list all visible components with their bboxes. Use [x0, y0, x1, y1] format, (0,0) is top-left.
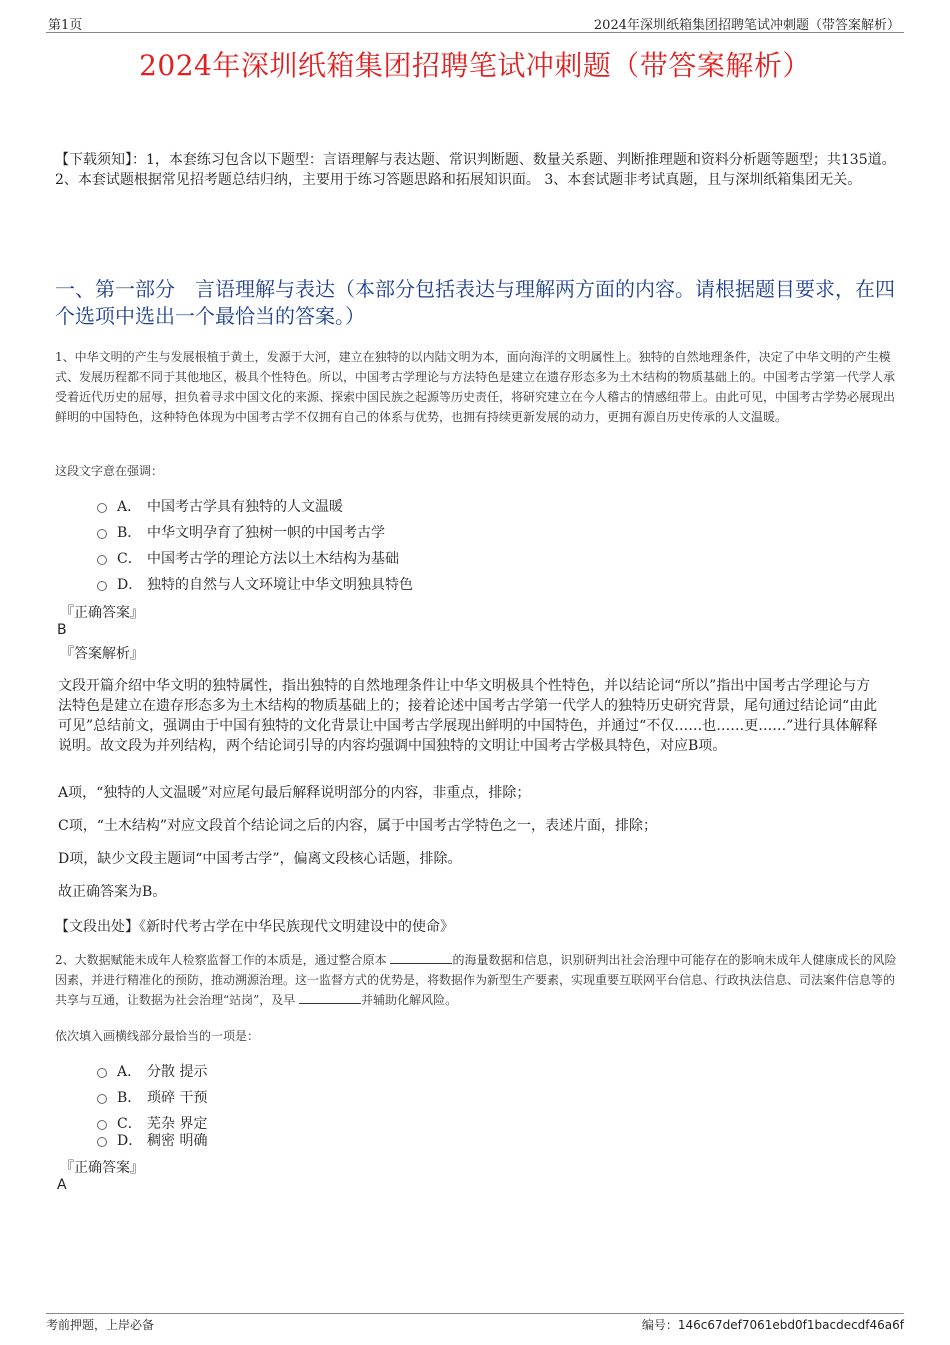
document-title: 2024年深圳纸箱集团招聘笔试冲刺题（带答案解析） [139, 49, 811, 82]
radio-icon[interactable] [97, 555, 107, 565]
question-2-prompt: 依次填入画横线部分最恰当的一项是： [55, 1029, 260, 1043]
option-a[interactable]: A． 分散 提示 [97, 1061, 207, 1081]
analysis-c-note: C项，“土木结构”对应文段首个结论词之后的内容，属于中国考古学特色之一，表述片面，排除； [58, 818, 658, 834]
header-doc-title: 2024年深圳纸箱集团招聘笔试冲刺题（带答案解析） [593, 18, 900, 33]
question-1-text: 1、中华文明的产生与发展根植于黄土，发源于大河，建立在独特的以内陆文明为本，面向海洋的文明属性上。独特的自然地理条件，决定了中华文明的产生模式、发展历程都不同于其他地区，极具个性特色。所以，中国考古学理论与方法特色是建立在遗存形态多为土木结构的物质基础上的。中国考古学第一代学人承受着近代历史的屈辱，担负着寻求中国文化的来源、探索中国民族之起源等历史责任，将研究建立在今人稽古的情感纽带上。由此可见，中国考古学势必展现出鲜明的中国特色，这种特色体现为中国考古学不仅拥有自己的体系与优势，也拥有持续更新发展的动力，更拥有源自历史传承的人文温暖。 [55, 350, 896, 424]
analysis-text: 文段开篇介绍中华文明的独特属性，指出独特的自然地理条件让中华文明极具个性特色，并以结论词“所以”指出中国考古学理论与方法特色是建立在遗存形态多为土木结构的物质基础上的；接着论述中国考古学第一代学人的独特历史研究背景，尾句通过结论词“由此可见”总结前文，强调由于中国有独特的文化背景让中国考古学展现出鲜明的中国特色，并通过“不仅……也……更……”进行具体解释说明。故文段为并列结构，两个结论词引导的内容均强调中国独特的文明让中国考古学极具特色，对应B项。 [58, 678, 878, 754]
radio-icon[interactable] [97, 1120, 107, 1130]
radio-icon[interactable] [97, 529, 107, 539]
footer-slogan: 考前押题，上岸必备 [46, 1318, 155, 1332]
option-d[interactable]: D． 独特的自然与人文环境让中华文明独具特色 [97, 574, 413, 594]
question-2-text: 2、大数据赋能未成年人检察监督工作的本质是，通过整合原本 的海量数据和信息，识别研判出社会治理中可能存在的影响未成年人健康成长的风险因素，并进行精准化的预防，推动溯源治理。这一监督方式的优势是，将数据作为新型生产要素，实现重要互联网平台信息、行政执法信息、司法案件信息等的共享与互通，让数据为社会治理“站岗”，及早 并辅助化解风险。 [55, 953, 897, 1007]
section-heading: 一、第一部分 言语理解与表达（本部分包括表达与理解两方面的内容。请根据题目要求，在四个选项中选出一个最恰当的答案。） [55, 277, 895, 328]
option-c[interactable]: C． 中国考古学的理论方法以土木结构为基础 [97, 548, 399, 568]
document-code: 编号：146c67def7061ebd0f1bacdecdf46a6f [641, 1318, 904, 1332]
download-notice: 【下载须知】：1，本套练习包含以下题型：言语理解与表达题、常识判断题、数量关系题、判断推理题和资料分析题等题型；共135道。 2、本套试题根据常见招考题总结归纳，主要用于练习答题思路和拓展知识面。 3、本套试题非考试真题，且与深圳纸箱集团无关。 [55, 152, 896, 188]
radio-icon[interactable] [97, 1137, 107, 1147]
answer-label: 『正确答案』 [60, 1160, 144, 1176]
analysis-a-note: A项，“独特的人文温暖”对应尾句最后解释说明部分的内容，非重点，排除； [58, 785, 531, 801]
answer-value: B [57, 622, 67, 638]
page-number: 第1页 [48, 18, 83, 33]
radio-icon[interactable] [97, 1094, 107, 1104]
radio-icon[interactable] [97, 581, 107, 591]
option-c[interactable]: C． 芜杂 界定 [97, 1113, 207, 1133]
answer-value: A [57, 1177, 67, 1193]
analysis-conclusion: 故正确答案为B。 [58, 884, 167, 900]
answer-label: 『正确答案』 [60, 605, 144, 621]
option-b[interactable]: B． 琐碎 干预 [97, 1087, 207, 1107]
page-header [46, 12, 904, 33]
option-d[interactable]: D． 稠密 明确 [97, 1130, 207, 1150]
page-footer [46, 1313, 904, 1336]
fill-blank-2 [299, 991, 361, 1004]
analysis-d-note: D项，缺少文段主题词“中国考古学”，偏离文段核心话题，排除。 [58, 851, 462, 867]
passage-source: 【文段出处】《新时代考古学在中华民族现代文明建设中的使命》 [55, 919, 454, 935]
fill-blank-1 [390, 951, 452, 964]
option-a[interactable]: A． 中国考古学具有独特的人文温暖 [97, 496, 343, 516]
radio-icon[interactable] [97, 503, 107, 513]
option-b[interactable]: B． 中华文明孕育了独树一帜的中国考古学 [97, 522, 385, 542]
analysis-label: 『答案解析』 [60, 646, 144, 662]
radio-icon[interactable] [97, 1068, 107, 1078]
question-1-prompt: 这段文字意在强调： [55, 464, 164, 478]
